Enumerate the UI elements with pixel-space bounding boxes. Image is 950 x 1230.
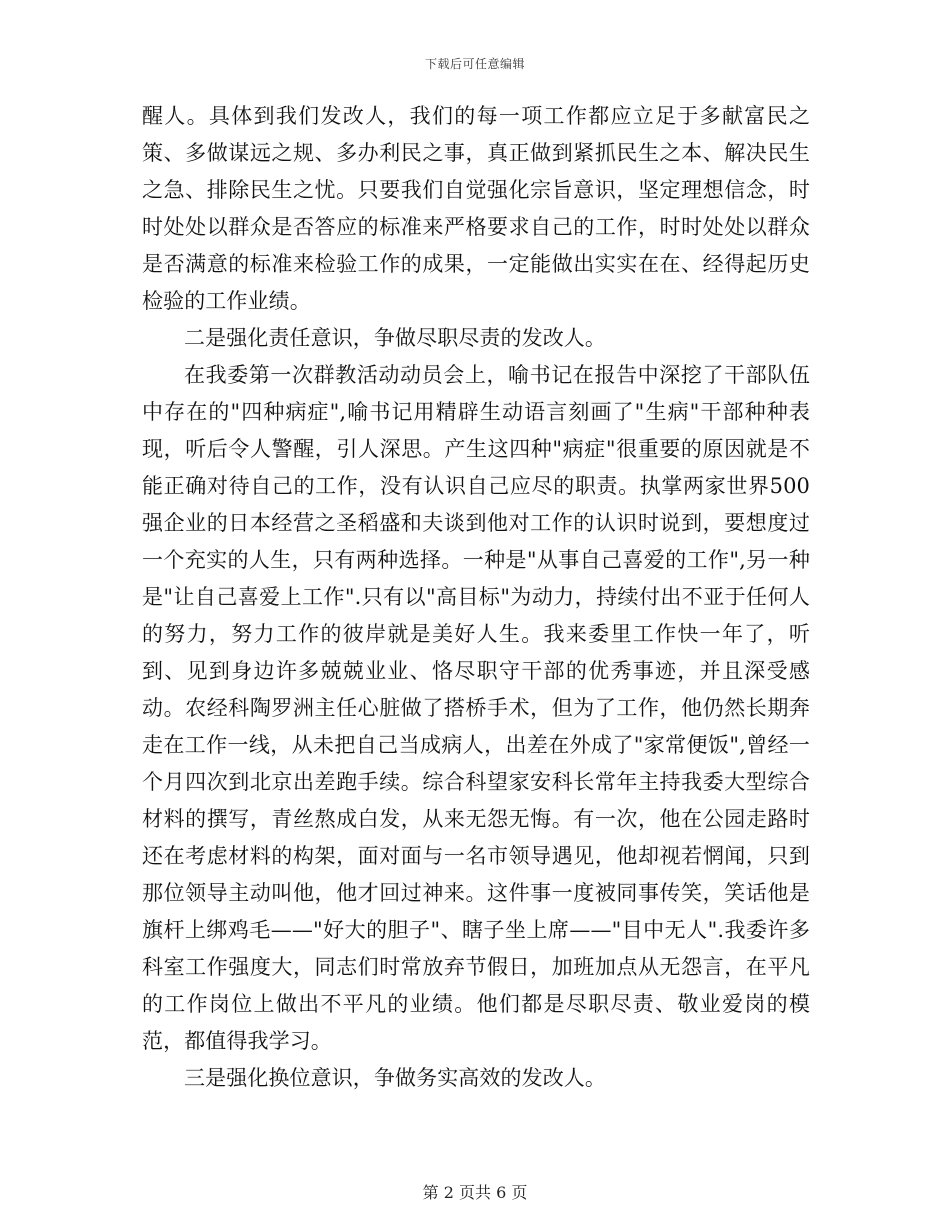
paragraph-responsibility-body: 在我委第一次群教活动动员会上，喻书记在报告中深挖了干部队伍中存在的"四种病症",喻书记用精辟生动语言刻画了"生病"干部种种表现，听后令人警醒，引人深思。产生这四种"病症"很重要的原因就是不能正确对待自己的工作，没有认识自己应尽的职责。执掌两家世界500强企业的日本经营之圣稻盛和夫谈到他对工作的认识时说到，要想度过一个充实的人生，只有两种选择。一种是"从事自己喜爱的工作",另一种是"让自己喜爱上工作".只有以"高目标"为动力，持续付出不亚于任何人的努力，努力工作的彼岸就是美好人生。我来委里工作快一年了，听到、见到身边许多兢兢业业、恪尽职守干部的优秀事迹，并且深受感动。农经科陶罗洲主任心脏做了搭桥手术，但为了工作，他仍然长期奔走在工作一线，从未把自己当成病人，出差在外成了"家常便饭",曾经一个月四次到北京出差跑手续。综合科望家安科长常年主持我委大型综合材料的撰写，青丝熬成白发，从来无怨无悔。有一次，他在公园走路时还在考虑材料的构架，面对面与一名市领导遇见，他却视若惘闻，只到那位领导主动叫他，他才回过神来。这件事一度被同事传笑，笑话他是旗杆上绑鸡毛——"好大的胆子"、瞎子坐上席——"目中无人".我委许多科室工作强度大，同志们时常放弃节假日，加班加点从无怨言，在平凡的工作岗位上做出不平凡的业绩。他们都是尽职尽责、敬业爱岗的模范，都值得我学习。 [142, 363, 810, 1053]
paragraph-heading-empathy: 三是强化换位意识，争做务实高效的发改人。 [184, 1066, 606, 1090]
paragraph-continuation: 醒人。具体到我们发改人，我们的每一项工作都应立足于多献富民之策、多做谋远之规、多办利民之事，真正做到紧抓民生之本、解决民生之急、排除民生之忧。只要我们自觉强化宗旨意识，坚定理想信念，时时处处以群众是否答应的标准来严格要求自己的工作，时时处处以群众是否满意的标准来检验工作的成果，一定能做出实实在在、经得起历史检验的工作业绩。 [142, 104, 810, 313]
page-header: 下载后可任意编辑 [424, 57, 525, 71]
document-body [142, 98, 810, 1097]
page-footer: 第 2 页共 6 页 [422, 1183, 528, 1202]
paragraph-heading-responsibility: 二是强化责任意识，争做尽职尽责的发改人。 [184, 326, 606, 350]
